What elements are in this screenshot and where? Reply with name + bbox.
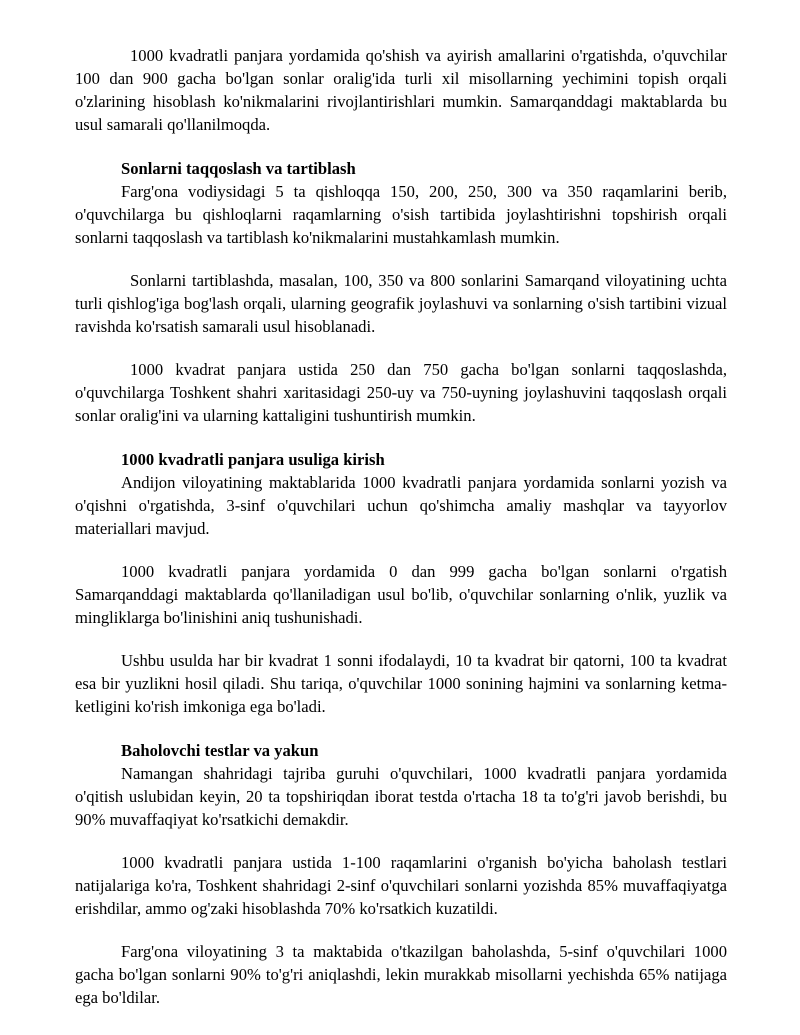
section-heading-introduction: 1000 kvadratli panjara usuliga kirish xyxy=(121,450,385,469)
paragraph: 1000 kvadratli panjara ustida 1-100 raqamlarini o'rganish bo'yicha baholash testlari natijalariga ko'ra, Toshkent shahridagi 2-sinf o'quvchilari sonlarni yozishda 85% muvaffaqiyatga erishdilar, ammo og'zaki hisoblashda 70% ko'rsatkich kuzatildi. xyxy=(75,853,727,918)
document-page xyxy=(75,44,727,1009)
paragraph: Ushbu usulda har bir kvadrat 1 sonni ifodalaydi, 10 ta kvadrat bir qatorni, 100 ta kvadrat esa bir yuzlikni hosil qiladi. Shu tariqa, o'quvchilar 1000 sonining hajmini va sonlarning ketma-ketligini ko'rish imkoniga ega bo'ladi. xyxy=(75,651,727,716)
paragraph: 1000 kvadratli panjara yordamida 0 dan 999 gacha bo'lgan sonlarni o'rgatish Samarqanddagi maktablarda qo'llaniladigan usul bo'lib, o'quvchilar sonlarning o'nlik, yuzlik va mingliklarga bo'linishini aniq tushunishadi. xyxy=(75,562,727,627)
paragraph: 1000 kvadrat panjara ustida 250 dan 750 gacha bo'lgan sonlarni taqqoslashda, o'quvchilarga Toshkent shahri xaritasidagi 250-uy va 750-uyning joylashuvini taqqoslash orqali sonlar oralig'ini va ularning kattaligini tushuntirish mumkin. xyxy=(75,360,727,425)
paragraph: Farg'ona vodiysidagi 5 ta qishloqqa 150, 200, 250, 300 va 350 raqamlarini berib, o'quvchilarga bu qishloqlarni raqamlarning o'sish tartibida joylashtirishni topshirish orqali sonlarni taqqoslash va tartiblash ko'nikmalarini mustahkamlash mumkin. xyxy=(75,182,727,247)
paragraph: Farg'ona viloyatining 3 ta maktabida o'tkazilgan baholashda, 5-sinf o'quvchilari 1000 gacha bo'lgan sonlarni 90% to'g'ri aniqlashdi, lekin murakkab misollarni yechishda 65% natijaga ega bo'ldilar. xyxy=(75,942,727,1007)
section-heading-assessment: Baholovchi testlar va yakun xyxy=(121,741,319,760)
paragraph: Sonlarni tartiblashda, masalan, 100, 350 va 800 sonlarini Samarqand viloyatining uchta turli qishlog'iga bog'lash orqali, ularning geografik joylashuvi va sonlarning o'sish tartibini vizual ravishda ko'rsatish samarali usul hisoblanadi. xyxy=(75,271,727,336)
paragraph: Namangan shahridagi tajriba guruhi o'quvchilari, 1000 kvadratli panjara yordamida o'qitish uslubidan keyin, 20 ta topshiriqdan iborat testda o'rtacha 18 ta to'g'ri javob berishdi, bu 90% muvaffaqiyat ko'rsatkichi demakdir. xyxy=(75,764,727,829)
paragraph: Andijon viloyatining maktablarida 1000 kvadratli panjara yordamida sonlarni yozish va o'qishni o'rgatishda, 3-sinf o'quvchilari uchun qo'shimcha amaliy mashqlar va tayyorlov materiallari mavjud. xyxy=(75,473,727,538)
section-heading-comparing: Sonlarni taqqoslash va tartiblash xyxy=(121,159,356,178)
intro-paragraph: 1000 kvadratli panjara yordamida qo'shish va ayirish amallarini o'rgatishda, o'quvchilar 100 dan 900 gacha bo'lgan sonlar oralig'ida turli xil misollarning yechimini topish orqali o'zlarining hisoblash ko'nikmalarini rivojlantirishlari mumkin. Samarqanddagi maktablarda bu usul samarali qo'llanilmoqda. xyxy=(75,46,727,134)
